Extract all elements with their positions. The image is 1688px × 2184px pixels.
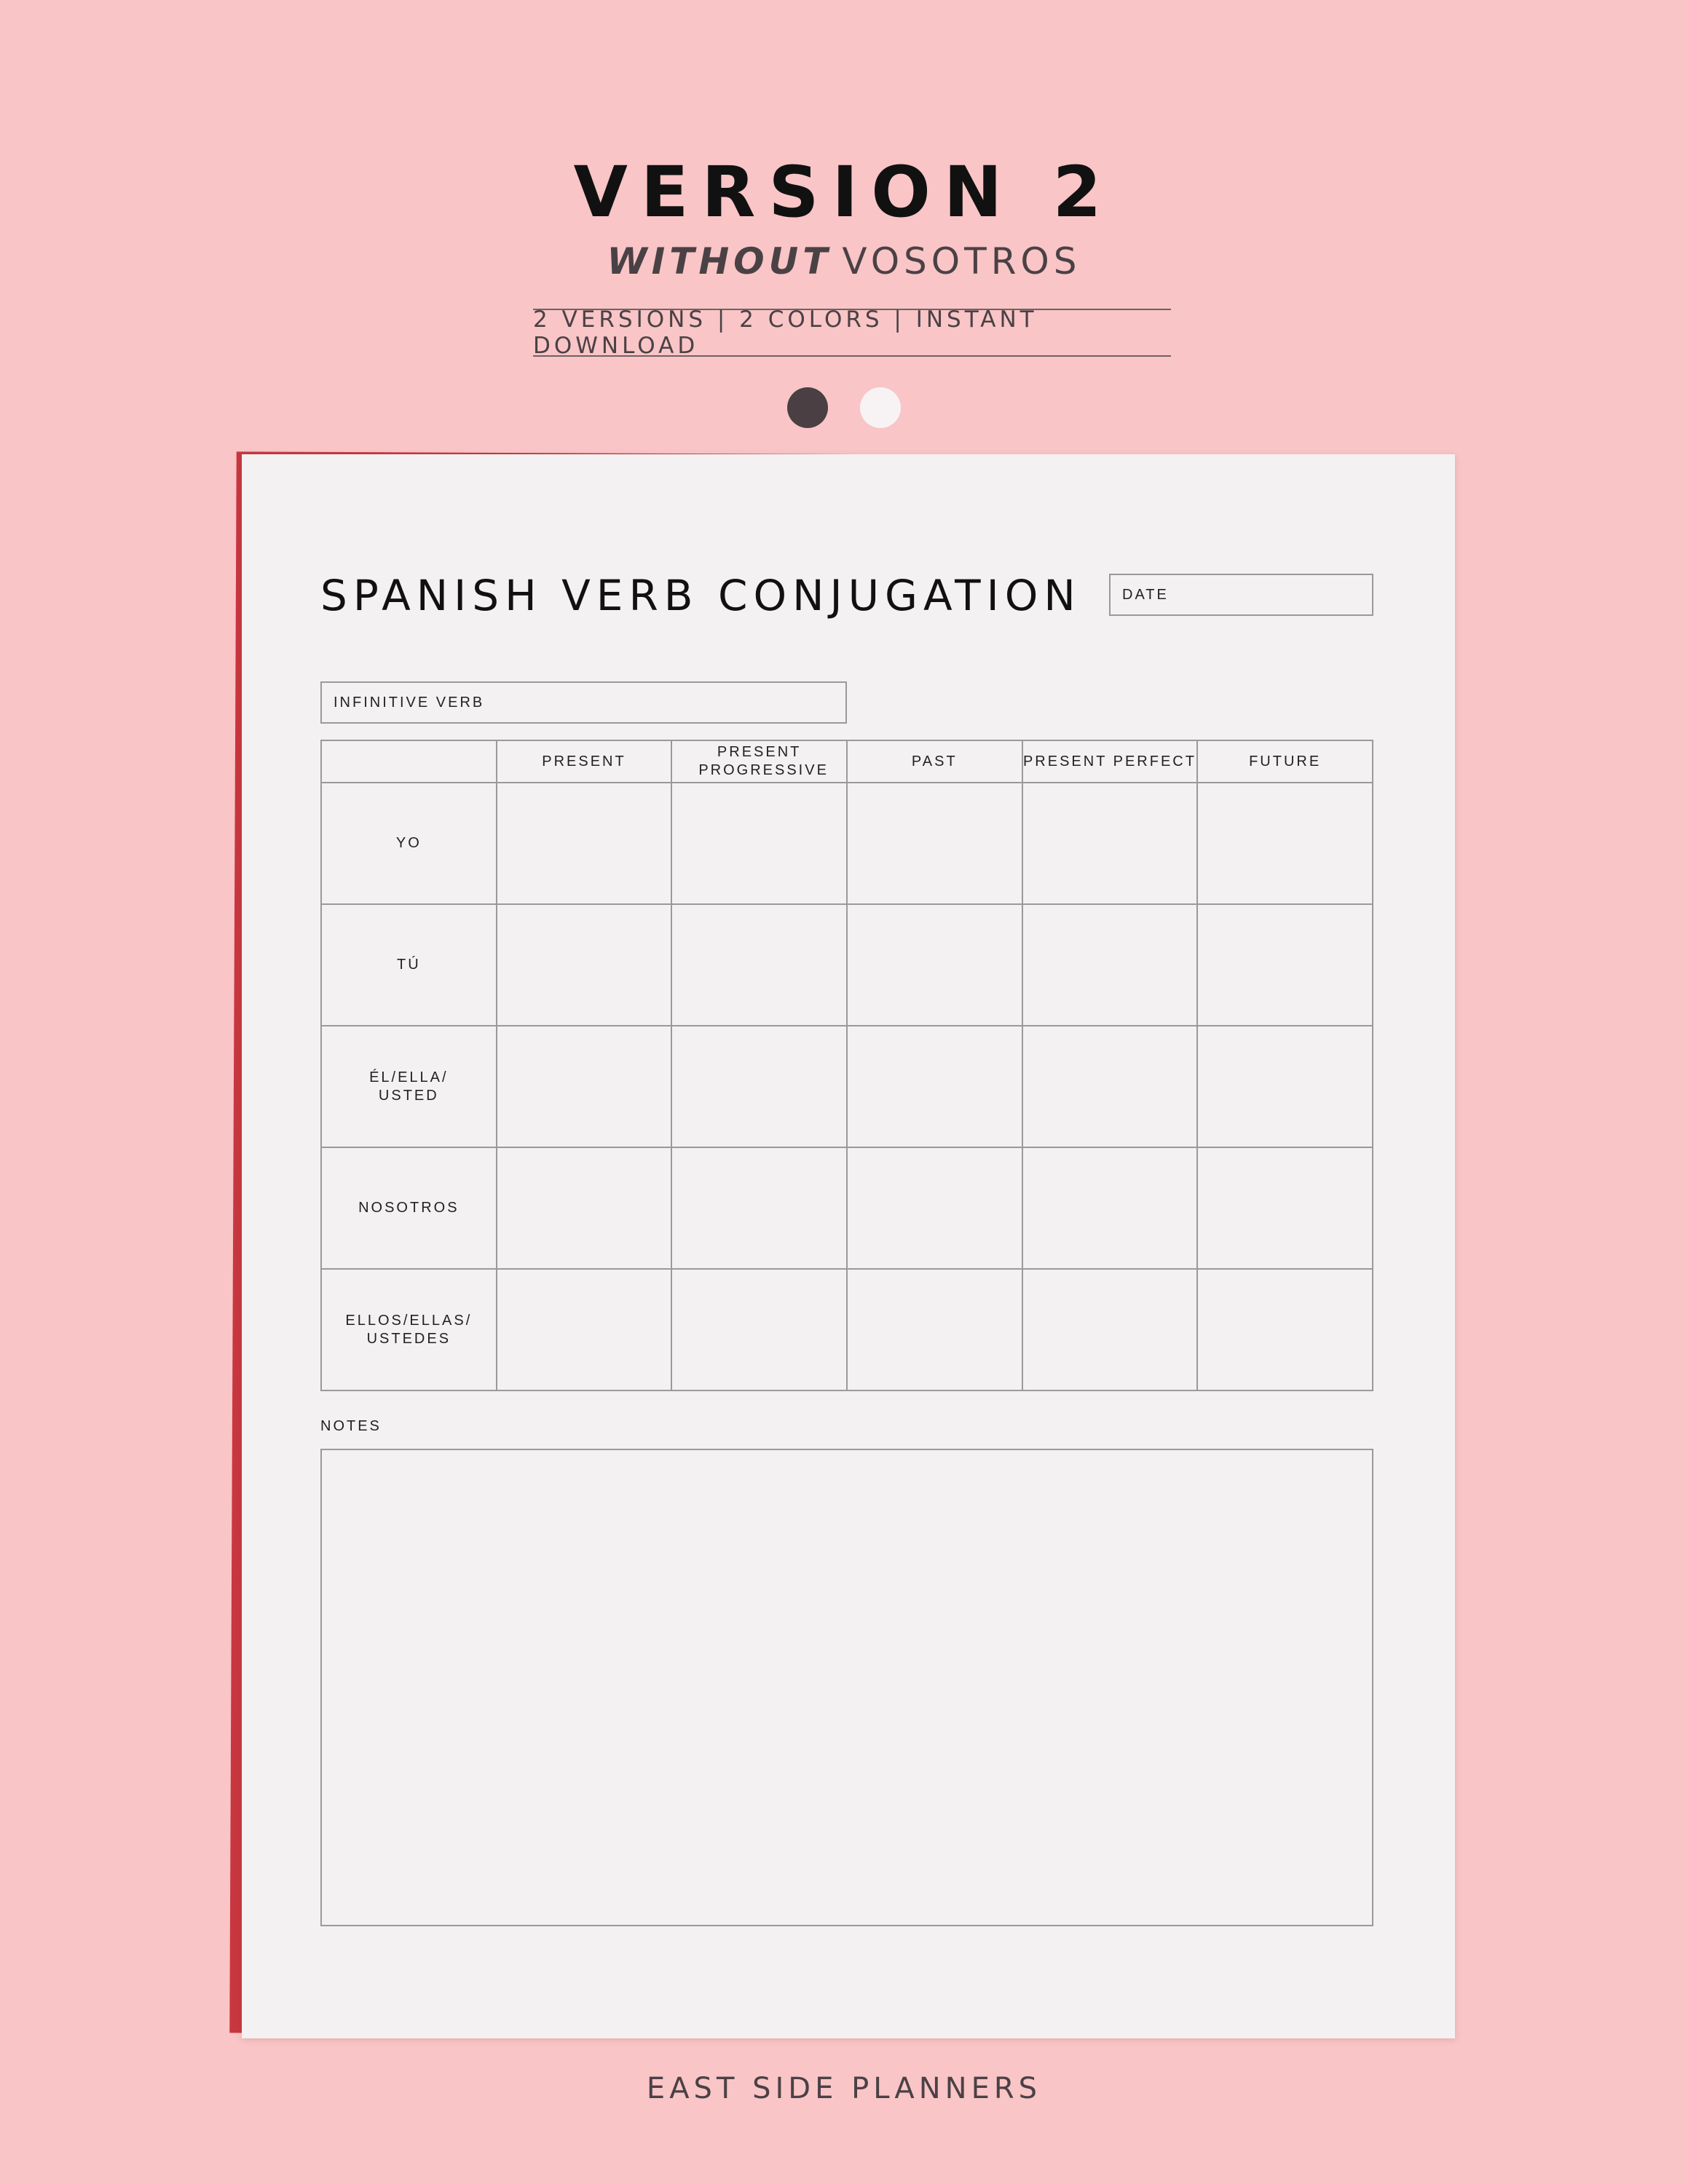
infinitive-verb-field: INFINITIVE VERB	[320, 681, 847, 724]
worksheet-title: SPANISH VERB CONJUGATION	[320, 571, 1081, 620]
column-header: PRESENT PERFECT	[1022, 740, 1198, 783]
row-label: ELLOS/ELLAS/ USTEDES	[321, 1269, 497, 1390]
table-cell	[1022, 783, 1198, 904]
table-row	[321, 904, 1373, 1026]
table-row	[321, 783, 1373, 904]
table-cell	[497, 1269, 672, 1390]
table-cell	[1022, 1026, 1198, 1147]
color-swatch-light[interactable]	[860, 387, 901, 428]
table-cell	[671, 1026, 847, 1147]
table-cell	[1197, 904, 1373, 1026]
column-header: FUTURE	[1197, 740, 1373, 783]
table-cell	[847, 904, 1022, 1026]
table-row	[321, 1269, 1373, 1390]
brand-name: EAST SIDE PLANNERS	[646, 2072, 1042, 2105]
row-label: YO	[321, 783, 497, 904]
table-cell	[671, 1269, 847, 1390]
table-cell	[1022, 1147, 1198, 1269]
table-cell	[497, 904, 672, 1026]
conjugation-table	[320, 740, 1373, 1391]
table-cell	[671, 1147, 847, 1269]
subtitle-rest: VOSOTROS	[842, 240, 1081, 282]
table-cell	[1022, 1269, 1198, 1390]
table-cell	[847, 1147, 1022, 1269]
column-header	[321, 740, 497, 783]
table-cell	[497, 1026, 672, 1147]
table-cell	[671, 783, 847, 904]
column-header: PRESENT PROGRESSIVE	[671, 740, 847, 783]
row-label: TÚ	[321, 904, 497, 1026]
row-label: NOSOTROS	[321, 1147, 497, 1269]
table-cell	[1197, 1026, 1373, 1147]
table-cell	[497, 1147, 672, 1269]
table-cell	[497, 783, 672, 904]
table-row	[321, 1147, 1373, 1269]
color-swatch-dark[interactable]	[787, 387, 828, 428]
table-cell	[1197, 783, 1373, 904]
row-label: ÉL/ELLA/ USTED	[321, 1026, 497, 1147]
table-row	[321, 1026, 1373, 1147]
table-cell	[847, 1269, 1022, 1390]
worksheet-paper	[242, 454, 1455, 2038]
table-cell	[847, 1026, 1022, 1147]
page-subtitle	[0, 240, 1688, 282]
tagline: 2 VERSIONS | 2 COLORS | INSTANT DOWNLOAD	[533, 309, 1171, 357]
table-cell	[1197, 1269, 1373, 1390]
page-title: VERSION 2	[573, 151, 1115, 233]
table-cell	[671, 904, 847, 1026]
table-header-row	[321, 740, 1373, 783]
table-cell	[1022, 904, 1198, 1026]
notes-label: NOTES	[320, 1418, 382, 1434]
table-cell	[847, 783, 1022, 904]
column-header: PRESENT	[497, 740, 672, 783]
column-header: PAST	[847, 740, 1022, 783]
table-cell	[1197, 1147, 1373, 1269]
subtitle-emphasis: WITHOUT	[607, 240, 832, 282]
date-field: DATE	[1109, 574, 1373, 616]
notes-area	[320, 1449, 1373, 1926]
